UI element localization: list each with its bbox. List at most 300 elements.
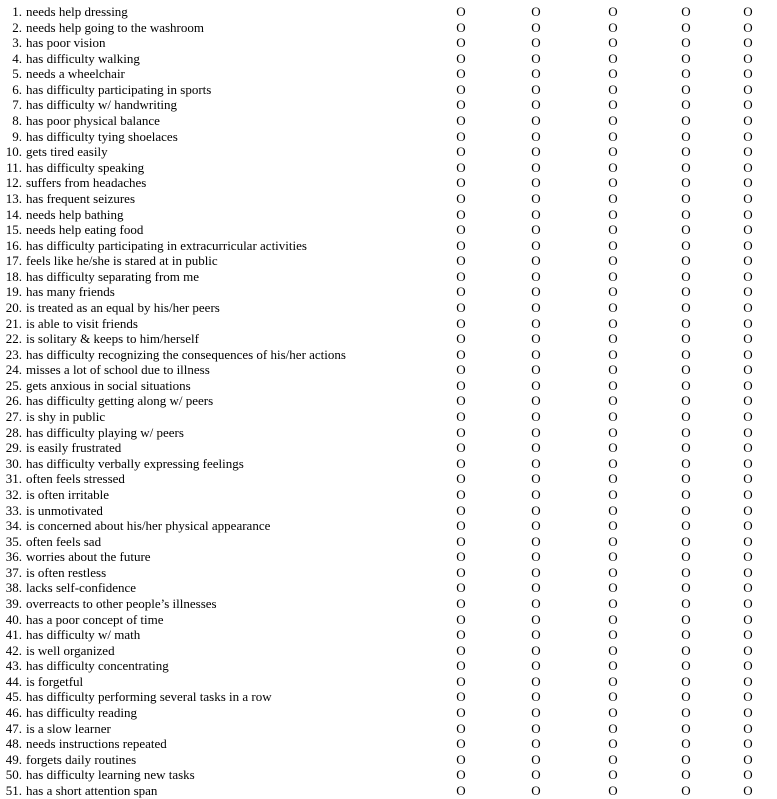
response-option-1[interactable]: O bbox=[456, 346, 466, 362]
response-option-1[interactable]: O bbox=[456, 128, 466, 144]
response-option-1[interactable]: O bbox=[456, 19, 466, 35]
response-option-4[interactable]: O bbox=[681, 144, 691, 160]
question-row bbox=[0, 783, 777, 799]
response-option-3[interactable]: O bbox=[608, 782, 618, 798]
response-option-4[interactable]: O bbox=[681, 113, 691, 129]
response-option-4[interactable]: O bbox=[681, 673, 691, 689]
response-option-1[interactable]: O bbox=[456, 237, 466, 253]
response-option-4[interactable]: O bbox=[681, 4, 691, 19]
question-row bbox=[0, 580, 777, 596]
response-option-4[interactable]: O bbox=[681, 533, 691, 549]
response-option-1[interactable]: O bbox=[456, 377, 466, 393]
response-option-4[interactable]: O bbox=[681, 206, 691, 222]
response-option-2[interactable]: O bbox=[531, 502, 541, 518]
response-option-5[interactable]: O bbox=[743, 19, 753, 35]
response-option-5[interactable]: O bbox=[743, 705, 753, 721]
response-option-5[interactable]: O bbox=[743, 658, 753, 674]
response-option-3[interactable]: O bbox=[608, 658, 618, 674]
response-option-4[interactable]: O bbox=[681, 751, 691, 767]
response-option-5[interactable]: O bbox=[743, 440, 753, 456]
response-option-4[interactable]: O bbox=[681, 518, 691, 534]
response-option-3[interactable]: O bbox=[608, 377, 618, 393]
response-option-4[interactable]: O bbox=[681, 299, 691, 315]
response-option-3[interactable]: O bbox=[608, 502, 618, 518]
response-option-3[interactable]: O bbox=[608, 315, 618, 331]
response-option-2[interactable]: O bbox=[531, 50, 541, 66]
question-label: has difficulty walking bbox=[26, 50, 140, 66]
response-option-1[interactable]: O bbox=[456, 673, 466, 689]
response-option-4[interactable]: O bbox=[681, 175, 691, 191]
response-option-3[interactable]: O bbox=[608, 331, 618, 347]
response-option-4[interactable]: O bbox=[681, 331, 691, 347]
response-option-4[interactable]: O bbox=[681, 253, 691, 269]
response-option-4[interactable]: O bbox=[681, 159, 691, 175]
response-option-1[interactable]: O bbox=[456, 627, 466, 643]
response-option-5[interactable]: O bbox=[743, 253, 753, 269]
question-number: 45. bbox=[5, 689, 22, 705]
response-option-2[interactable]: O bbox=[531, 455, 541, 471]
response-option-2[interactable]: O bbox=[531, 331, 541, 347]
response-option-1[interactable]: O bbox=[456, 471, 466, 487]
response-option-5[interactable]: O bbox=[743, 113, 753, 129]
question-number: 40. bbox=[5, 611, 22, 627]
response-option-4[interactable]: O bbox=[681, 50, 691, 66]
response-option-3[interactable]: O bbox=[608, 284, 618, 300]
response-option-5[interactable]: O bbox=[743, 97, 753, 113]
response-option-2[interactable]: O bbox=[531, 362, 541, 378]
response-option-3[interactable]: O bbox=[608, 362, 618, 378]
question-number: 14. bbox=[5, 206, 22, 222]
response-option-5[interactable]: O bbox=[743, 81, 753, 97]
response-option-2[interactable]: O bbox=[531, 564, 541, 580]
response-option-4[interactable]: O bbox=[681, 595, 691, 611]
response-option-5[interactable]: O bbox=[743, 222, 753, 238]
response-option-4[interactable]: O bbox=[681, 393, 691, 409]
response-option-5[interactable]: O bbox=[743, 689, 753, 705]
response-option-3[interactable]: O bbox=[608, 409, 618, 425]
response-option-4[interactable]: O bbox=[681, 705, 691, 721]
response-option-1[interactable]: O bbox=[456, 564, 466, 580]
response-option-4[interactable]: O bbox=[681, 81, 691, 97]
response-option-1[interactable]: O bbox=[456, 409, 466, 425]
response-option-4[interactable]: O bbox=[681, 97, 691, 113]
response-option-2[interactable]: O bbox=[531, 377, 541, 393]
question-number: 47. bbox=[5, 720, 22, 736]
response-option-4[interactable]: O bbox=[681, 455, 691, 471]
response-option-2[interactable]: O bbox=[531, 222, 541, 238]
response-option-1[interactable]: O bbox=[456, 81, 466, 97]
question-row bbox=[0, 97, 777, 113]
response-option-5[interactable]: O bbox=[743, 595, 753, 611]
response-option-2[interactable]: O bbox=[531, 580, 541, 596]
response-option-4[interactable]: O bbox=[681, 362, 691, 378]
response-option-1[interactable]: O bbox=[456, 268, 466, 284]
response-option-3[interactable]: O bbox=[608, 564, 618, 580]
response-option-5[interactable]: O bbox=[743, 331, 753, 347]
response-option-4[interactable]: O bbox=[681, 66, 691, 82]
question-label: has many friends bbox=[26, 284, 115, 300]
response-option-4[interactable]: O bbox=[681, 424, 691, 440]
response-option-1[interactable]: O bbox=[456, 518, 466, 534]
response-option-3[interactable]: O bbox=[608, 144, 618, 160]
response-option-2[interactable]: O bbox=[531, 471, 541, 487]
response-option-1[interactable]: O bbox=[456, 533, 466, 549]
response-option-2[interactable]: O bbox=[531, 159, 541, 175]
response-option-1[interactable]: O bbox=[456, 50, 466, 66]
question-number: 9. bbox=[12, 128, 22, 144]
response-option-3[interactable]: O bbox=[608, 268, 618, 284]
response-option-1[interactable]: O bbox=[456, 144, 466, 160]
response-option-4[interactable]: O bbox=[681, 564, 691, 580]
response-option-1[interactable]: O bbox=[456, 720, 466, 736]
response-option-5[interactable]: O bbox=[743, 502, 753, 518]
response-option-4[interactable]: O bbox=[681, 658, 691, 674]
question-row bbox=[0, 238, 777, 254]
question-text bbox=[0, 440, 121, 456]
response-option-5[interactable]: O bbox=[743, 673, 753, 689]
response-option-4[interactable]: O bbox=[681, 346, 691, 362]
response-option-3[interactable]: O bbox=[608, 190, 618, 206]
response-option-3[interactable]: O bbox=[608, 673, 618, 689]
response-option-2[interactable]: O bbox=[531, 4, 541, 19]
response-option-3[interactable]: O bbox=[608, 549, 618, 565]
response-option-3[interactable]: O bbox=[608, 81, 618, 97]
response-option-5[interactable]: O bbox=[743, 767, 753, 783]
response-option-1[interactable]: O bbox=[456, 299, 466, 315]
response-option-5[interactable]: O bbox=[743, 751, 753, 767]
response-option-2[interactable]: O bbox=[531, 767, 541, 783]
question-number: 18. bbox=[5, 268, 22, 284]
response-option-3[interactable]: O bbox=[608, 533, 618, 549]
question-label: needs help dressing bbox=[26, 4, 128, 19]
response-option-1[interactable]: O bbox=[456, 35, 466, 51]
response-option-5[interactable]: O bbox=[743, 486, 753, 502]
question-row bbox=[0, 20, 777, 36]
response-option-2[interactable]: O bbox=[531, 440, 541, 456]
question-label: lacks self-confidence bbox=[26, 580, 137, 596]
response-option-5[interactable]: O bbox=[743, 284, 753, 300]
response-option-2[interactable]: O bbox=[531, 751, 541, 767]
response-option-1[interactable]: O bbox=[456, 222, 466, 238]
response-option-5[interactable]: O bbox=[743, 4, 753, 19]
question-row bbox=[0, 393, 777, 409]
response-option-2[interactable]: O bbox=[531, 315, 541, 331]
response-option-5[interactable]: O bbox=[743, 35, 753, 51]
response-option-4[interactable]: O bbox=[681, 627, 691, 643]
response-option-5[interactable]: O bbox=[743, 346, 753, 362]
response-option-5[interactable]: O bbox=[743, 66, 753, 82]
response-option-2[interactable]: O bbox=[531, 720, 541, 736]
response-option-2[interactable]: O bbox=[531, 689, 541, 705]
response-option-3[interactable]: O bbox=[608, 35, 618, 51]
response-option-3[interactable]: O bbox=[608, 595, 618, 611]
response-option-2[interactable]: O bbox=[531, 549, 541, 565]
response-option-3[interactable]: O bbox=[608, 642, 618, 658]
question-row bbox=[0, 705, 777, 721]
response-option-3[interactable]: O bbox=[608, 222, 618, 238]
response-option-2[interactable]: O bbox=[531, 237, 541, 253]
question-number: 46. bbox=[5, 705, 22, 721]
response-option-4[interactable]: O bbox=[681, 222, 691, 238]
response-option-1[interactable]: O bbox=[456, 66, 466, 82]
response-option-2[interactable]: O bbox=[531, 113, 541, 129]
response-option-2[interactable]: O bbox=[531, 673, 541, 689]
question-row bbox=[0, 347, 777, 363]
response-option-2[interactable]: O bbox=[531, 782, 541, 798]
response-option-4[interactable]: O bbox=[681, 35, 691, 51]
response-option-1[interactable]: O bbox=[456, 4, 466, 19]
response-option-3[interactable]: O bbox=[608, 253, 618, 269]
response-option-5[interactable]: O bbox=[743, 175, 753, 191]
response-option-1[interactable]: O bbox=[456, 611, 466, 627]
response-option-5[interactable]: O bbox=[743, 642, 753, 658]
response-option-4[interactable]: O bbox=[681, 611, 691, 627]
response-option-2[interactable]: O bbox=[531, 144, 541, 160]
response-option-1[interactable]: O bbox=[456, 658, 466, 674]
response-option-4[interactable]: O bbox=[681, 409, 691, 425]
response-option-1[interactable]: O bbox=[456, 705, 466, 721]
response-option-4[interactable]: O bbox=[681, 720, 691, 736]
response-option-1[interactable]: O bbox=[456, 190, 466, 206]
question-text bbox=[0, 51, 140, 67]
response-option-3[interactable]: O bbox=[608, 159, 618, 175]
response-option-5[interactable]: O bbox=[743, 533, 753, 549]
response-option-3[interactable]: O bbox=[608, 627, 618, 643]
response-option-1[interactable]: O bbox=[456, 595, 466, 611]
response-option-1[interactable]: O bbox=[456, 549, 466, 565]
response-option-2[interactable]: O bbox=[531, 97, 541, 113]
response-option-4[interactable]: O bbox=[681, 190, 691, 206]
response-option-5[interactable]: O bbox=[743, 564, 753, 580]
response-option-4[interactable]: O bbox=[681, 736, 691, 752]
question-row bbox=[0, 253, 777, 269]
response-option-3[interactable]: O bbox=[608, 705, 618, 721]
response-option-3[interactable]: O bbox=[608, 237, 618, 253]
response-option-4[interactable]: O bbox=[681, 471, 691, 487]
response-option-1[interactable]: O bbox=[456, 642, 466, 658]
response-option-3[interactable]: O bbox=[608, 393, 618, 409]
response-option-5[interactable]: O bbox=[743, 782, 753, 798]
response-option-3[interactable]: O bbox=[608, 50, 618, 66]
response-option-1[interactable]: O bbox=[456, 455, 466, 471]
response-option-3[interactable]: O bbox=[608, 346, 618, 362]
question-label: has difficulty w/ handwriting bbox=[26, 97, 178, 113]
response-option-4[interactable]: O bbox=[681, 782, 691, 798]
response-option-3[interactable]: O bbox=[608, 113, 618, 129]
response-option-4[interactable]: O bbox=[681, 549, 691, 565]
response-option-1[interactable]: O bbox=[456, 393, 466, 409]
question-label: feels like he/she is stared at in public bbox=[26, 253, 218, 269]
response-option-5[interactable]: O bbox=[743, 393, 753, 409]
response-option-1[interactable]: O bbox=[456, 502, 466, 518]
response-option-2[interactable]: O bbox=[531, 627, 541, 643]
response-option-1[interactable]: O bbox=[456, 782, 466, 798]
response-option-3[interactable]: O bbox=[608, 611, 618, 627]
question-row bbox=[0, 596, 777, 612]
response-option-2[interactable]: O bbox=[531, 658, 541, 674]
question-number: 2. bbox=[12, 19, 22, 35]
response-option-2[interactable]: O bbox=[531, 81, 541, 97]
response-option-4[interactable]: O bbox=[681, 268, 691, 284]
response-option-4[interactable]: O bbox=[681, 642, 691, 658]
response-option-5[interactable]: O bbox=[743, 455, 753, 471]
question-number: 22. bbox=[5, 331, 22, 347]
response-option-1[interactable]: O bbox=[456, 362, 466, 378]
response-option-4[interactable]: O bbox=[681, 237, 691, 253]
response-option-1[interactable]: O bbox=[456, 113, 466, 129]
question-row bbox=[0, 129, 777, 145]
response-option-1[interactable]: O bbox=[456, 486, 466, 502]
response-option-1[interactable]: O bbox=[456, 159, 466, 175]
response-option-2[interactable]: O bbox=[531, 595, 541, 611]
response-option-2[interactable]: O bbox=[531, 35, 541, 51]
response-option-3[interactable]: O bbox=[608, 97, 618, 113]
response-option-3[interactable]: O bbox=[608, 471, 618, 487]
response-option-5[interactable]: O bbox=[743, 315, 753, 331]
response-option-1[interactable]: O bbox=[456, 97, 466, 113]
response-option-3[interactable]: O bbox=[608, 66, 618, 82]
question-number: 50. bbox=[5, 767, 22, 783]
response-option-4[interactable]: O bbox=[681, 284, 691, 300]
response-option-4[interactable]: O bbox=[681, 689, 691, 705]
response-option-1[interactable]: O bbox=[456, 580, 466, 596]
response-option-3[interactable]: O bbox=[608, 4, 618, 19]
response-option-1[interactable]: O bbox=[456, 751, 466, 767]
response-option-5[interactable]: O bbox=[743, 237, 753, 253]
response-option-5[interactable]: O bbox=[743, 159, 753, 175]
response-option-5[interactable]: O bbox=[743, 206, 753, 222]
response-option-3[interactable]: O bbox=[608, 751, 618, 767]
response-option-4[interactable]: O bbox=[681, 502, 691, 518]
response-option-3[interactable]: O bbox=[608, 455, 618, 471]
question-number: 35. bbox=[5, 533, 22, 549]
response-option-1[interactable]: O bbox=[456, 767, 466, 783]
response-option-3[interactable]: O bbox=[608, 440, 618, 456]
response-option-1[interactable]: O bbox=[456, 424, 466, 440]
response-option-4[interactable]: O bbox=[681, 315, 691, 331]
response-option-2[interactable]: O bbox=[531, 253, 541, 269]
response-option-4[interactable]: O bbox=[681, 440, 691, 456]
response-option-2[interactable]: O bbox=[531, 486, 541, 502]
response-option-1[interactable]: O bbox=[456, 736, 466, 752]
response-option-3[interactable]: O bbox=[608, 736, 618, 752]
response-option-2[interactable]: O bbox=[531, 424, 541, 440]
response-option-2[interactable]: O bbox=[531, 19, 541, 35]
response-option-5[interactable]: O bbox=[743, 736, 753, 752]
question-label: has difficulty playing w/ peers bbox=[26, 424, 184, 440]
question-label: is easily frustrated bbox=[26, 440, 122, 456]
response-option-5[interactable]: O bbox=[743, 144, 753, 160]
response-option-2[interactable]: O bbox=[531, 705, 541, 721]
response-option-5[interactable]: O bbox=[743, 580, 753, 596]
response-option-4[interactable]: O bbox=[681, 19, 691, 35]
response-option-5[interactable]: O bbox=[743, 268, 753, 284]
response-option-5[interactable]: O bbox=[743, 720, 753, 736]
question-label: has difficulty tying shoelaces bbox=[26, 128, 178, 144]
response-option-3[interactable]: O bbox=[608, 299, 618, 315]
response-option-5[interactable]: O bbox=[743, 128, 753, 144]
response-option-2[interactable]: O bbox=[531, 284, 541, 300]
response-option-4[interactable]: O bbox=[681, 128, 691, 144]
response-option-5[interactable]: O bbox=[743, 471, 753, 487]
response-option-2[interactable]: O bbox=[531, 128, 541, 144]
response-option-2[interactable]: O bbox=[531, 642, 541, 658]
response-option-2[interactable]: O bbox=[531, 533, 541, 549]
response-option-3[interactable]: O bbox=[608, 486, 618, 502]
response-option-1[interactable]: O bbox=[456, 253, 466, 269]
response-option-3[interactable]: O bbox=[608, 424, 618, 440]
response-option-4[interactable]: O bbox=[681, 767, 691, 783]
response-option-4[interactable]: O bbox=[681, 580, 691, 596]
response-option-1[interactable]: O bbox=[456, 206, 466, 222]
response-option-5[interactable]: O bbox=[743, 299, 753, 315]
response-option-4[interactable]: O bbox=[681, 377, 691, 393]
response-option-3[interactable]: O bbox=[608, 518, 618, 534]
response-option-1[interactable]: O bbox=[456, 175, 466, 191]
response-option-3[interactable]: O bbox=[608, 175, 618, 191]
response-option-3[interactable]: O bbox=[608, 206, 618, 222]
question-label: has difficulty participating in extracurricular activities bbox=[26, 237, 307, 253]
response-option-5[interactable]: O bbox=[743, 50, 753, 66]
question-text bbox=[0, 596, 217, 612]
response-option-2[interactable]: O bbox=[531, 175, 541, 191]
response-option-5[interactable]: O bbox=[743, 409, 753, 425]
response-option-4[interactable]: O bbox=[681, 486, 691, 502]
question-label: has difficulty verbally expressing feelings bbox=[26, 455, 244, 471]
response-option-2[interactable]: O bbox=[531, 611, 541, 627]
question-text bbox=[0, 144, 108, 160]
response-option-5[interactable]: O bbox=[743, 518, 753, 534]
response-option-2[interactable]: O bbox=[531, 393, 541, 409]
response-option-2[interactable]: O bbox=[531, 346, 541, 362]
response-option-1[interactable]: O bbox=[456, 284, 466, 300]
response-option-5[interactable]: O bbox=[743, 424, 753, 440]
question-text bbox=[0, 207, 123, 223]
response-option-3[interactable]: O bbox=[608, 19, 618, 35]
response-option-2[interactable]: O bbox=[531, 518, 541, 534]
response-option-2[interactable]: O bbox=[531, 190, 541, 206]
question-label: has difficulty w/ math bbox=[26, 627, 141, 643]
response-option-5[interactable]: O bbox=[743, 190, 753, 206]
question-label: suffers from headaches bbox=[26, 175, 147, 191]
response-option-5[interactable]: O bbox=[743, 627, 753, 643]
question-label: needs a wheelchair bbox=[26, 66, 125, 82]
response-option-2[interactable]: O bbox=[531, 736, 541, 752]
response-option-5[interactable]: O bbox=[743, 377, 753, 393]
response-option-1[interactable]: O bbox=[456, 315, 466, 331]
response-option-3[interactable]: O bbox=[608, 689, 618, 705]
response-option-3[interactable]: O bbox=[608, 720, 618, 736]
response-option-3[interactable]: O bbox=[608, 580, 618, 596]
response-option-2[interactable]: O bbox=[531, 66, 541, 82]
response-option-2[interactable]: O bbox=[531, 206, 541, 222]
response-option-2[interactable]: O bbox=[531, 299, 541, 315]
response-option-5[interactable]: O bbox=[743, 549, 753, 565]
response-option-5[interactable]: O bbox=[743, 611, 753, 627]
response-option-1[interactable]: O bbox=[456, 440, 466, 456]
response-option-5[interactable]: O bbox=[743, 362, 753, 378]
question-number: 11. bbox=[6, 159, 22, 175]
response-option-1[interactable]: O bbox=[456, 689, 466, 705]
response-option-2[interactable]: O bbox=[531, 409, 541, 425]
response-option-1[interactable]: O bbox=[456, 331, 466, 347]
response-option-2[interactable]: O bbox=[531, 268, 541, 284]
response-option-3[interactable]: O bbox=[608, 767, 618, 783]
question-label: forgets daily routines bbox=[26, 751, 137, 767]
question-number: 43. bbox=[5, 658, 22, 674]
question-text bbox=[0, 580, 136, 596]
response-option-3[interactable]: O bbox=[608, 128, 618, 144]
